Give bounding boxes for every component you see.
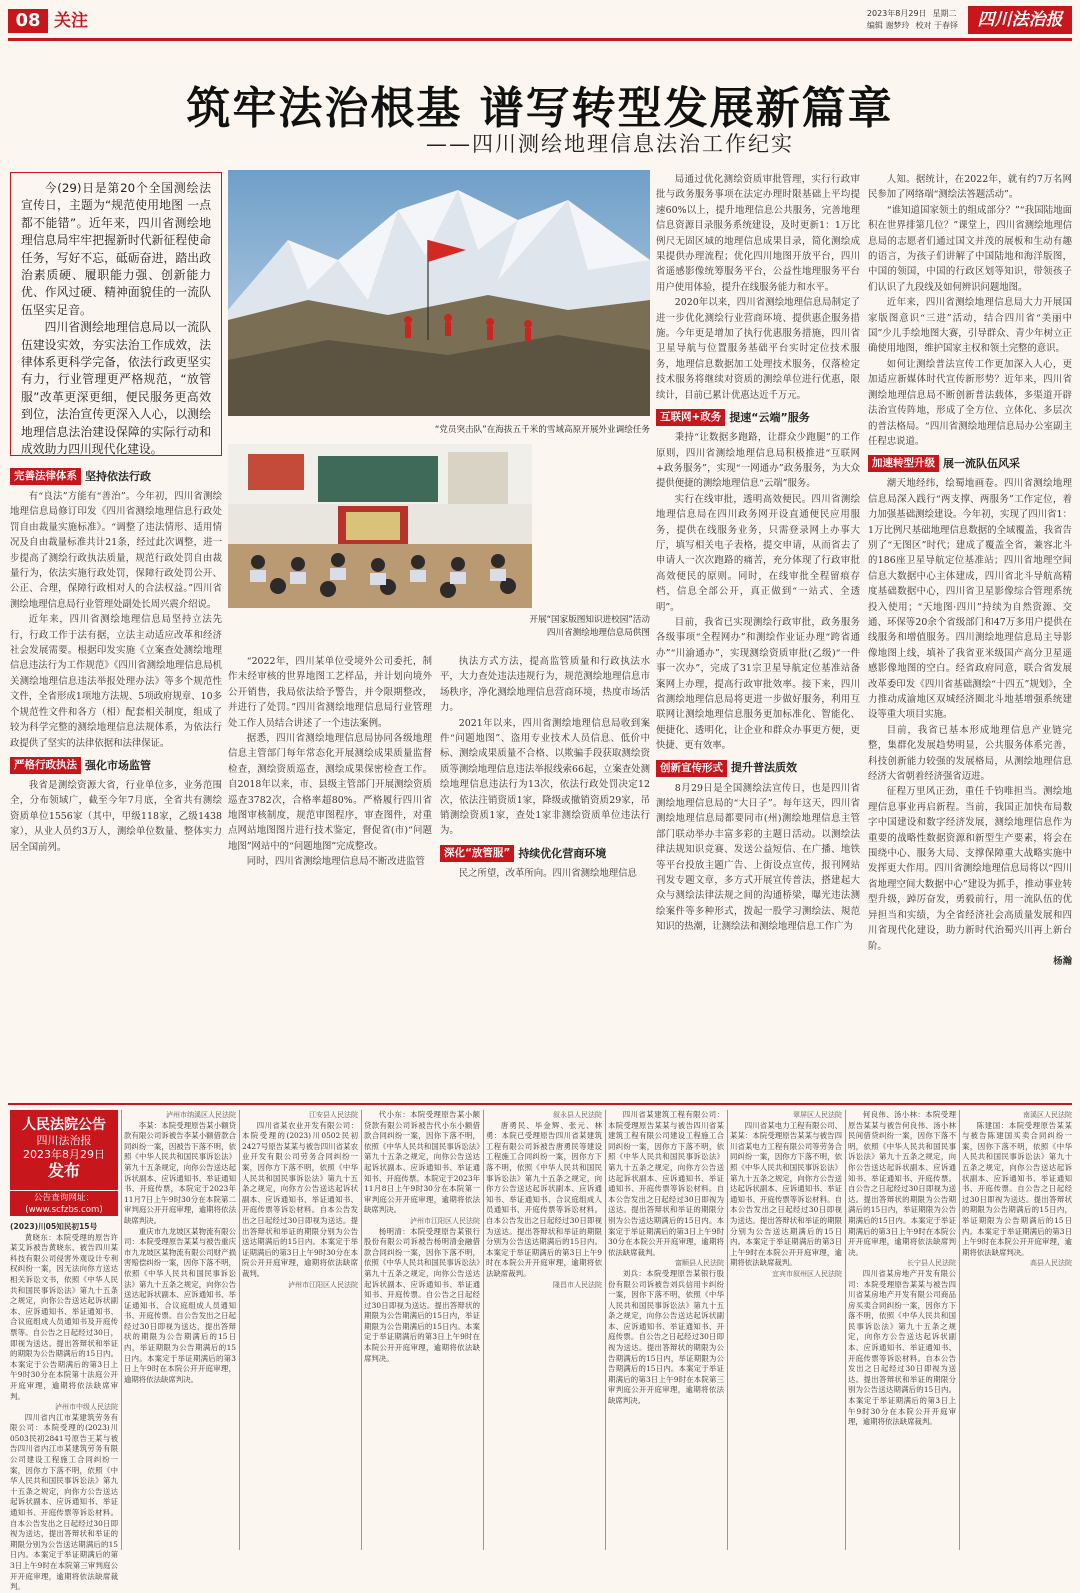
notice-court: 泸州市中级人民法院 <box>55 1403 118 1412</box>
paragraph: 2020年以来，四川省测绘地理信息局制定了进一步优化测绘行业营商环境、提供惠企服务措施。今年更是增加了执行优惠服务措施，四川省卫星导航与位置服务基础平台实时定位技术服务，地理信息数据加工处理技术服务，仅落检定技术服务将继续对资质的测绘单位进行优惠，限续计，目前已累计优惠达近千万元。 <box>656 297 860 401</box>
notice-paragraph: 陈建国：本院受理原告某某与被告陈建国买卖合同纠纷一案，因你下落不明，依照《中华人民共和国民事诉讼法》第九十五条之规定，向你公告送达起诉状副本、应诉通知书、举证通知书、开庭传票。自公告之日起经过30日即视为送达。提出答辩状的期限为公告期满后的15日内，举证期限为公告期满后的15日内。本案定于举证期满后的第3日上午9时在本院公开开庭审理，逾期将依法缺席判决。 <box>962 1120 1072 1257</box>
section-title: 坚持依法行政 <box>85 469 151 483</box>
notice-divider <box>8 1103 1072 1105</box>
notice-paragraph: 唐勇民、毕金辉、张元、林勇：本院已受理原告四川省某建筑工程有限公司诉被告唐勇民等建设工程施工合同纠纷一案，因你方下落不明，依照《中华人民共和国民事诉讼法》第九十五条之规定，向你方公告送达起诉状副本、应诉通知书、举证通知书、合议庭组成人员通知书、开庭传票等诉讼材料。自本公告发出之日起经过30日即视为送达。提出答辩状和举证的期限分别为公告送达期满后的15日内。本案定于举证期满后的第3日上午9时在本院公开开庭审理，逾期将依法缺席裁判。 <box>486 1120 602 1278</box>
notice-paragraph: 重庆市九龙坡区某物流有限公司：本院受理原告某某与被告重庆市九龙坡区某物流有限公司财产损害赔偿纠纷一案，因你下落不明，依照《中华人民共和国民事诉讼法》第九十五条之规定，向你公告送达起诉状副本、应诉通知书、举证通知书、合议庭组成人员通知书、开庭传票。自公告发出之日起经过30日即视为送达，提出答辩状的期限为公告期满后的15日内，举证期限为公告期满后的15日内。本案定于举证期满后的第3日上午9时在本院公开开庭审理，逾期将依法缺席判决。 <box>124 1226 236 1384</box>
paragraph: 近年来，四川省测绘地理信息局坚持立法先行，行政工作于法有据，立法主动适应改革和经济社会发展需要。根据印发实施《立案查处测绘地理信息违法行为工作规范》《四川省测绘地理信息局机关测绘地理信息违法举报处理办法》等多个规范性文件，全省形成1项地方法规、5项政府规章、10多个规范性文件和各方（相）配套相关制度，组成了较为科学完整的测绘地理信息法规体系，为依法行政提供了坚实的法律依据和法律保证。 <box>10 614 222 749</box>
masthead <box>0 0 1080 40</box>
notice-paragraph: 四川省内江市某建筑劳务有限公司：本院受理的(2023)川0503民初2841号原告王某与被告四川省内江市某建筑劳务有限公司建设工程施工合同纠纷一案，因你方下落不明，依照《中华人民共和国民事诉讼法》第九十五条之规定，向你方公告送达起诉状副本、应诉通知书、举证通知书、开庭传票等诉讼材料。自本公告发出之日起经过30日即视为送达，提出答辩状和举证的期限分别为公告送达期满后的15日内。本案定于举证期满后的第3日上午9时在本院第三审判庭公开开庭审理，逾期将依法缺席裁判。 <box>10 1412 118 1592</box>
header-info <box>867 8 964 32</box>
paragraph: 近年来，四川省测绘地理信息局大力开展国家版图意识“三进”活动，结合四川省“美丽中国”少儿手绘地图大赛，引导群众、青少年树立正确使用地图，维护国家主权和领土完整的意识。 <box>868 297 1072 355</box>
photo-caption-line: 开展“国家版图知识进校园”活动 <box>529 615 650 625</box>
notice-court: 长宁县人民法院 <box>907 1259 956 1268</box>
paragraph: 局通过优化测绘资质审批管理，实行行政审批与政务服务事项在法定办理时限基础上平均提速60%以上，提升地理信息公共服务，完善地理信息资源目录服务系统建设，及时更新1：1万比例尺无固区域的地理信息成果目录，简化测绘成果提供办理流程；优化四川地图开放平台，四川省遥感影像统筹服务平台，公益性地理服务平台用户使用体验，提升在线服务能力和水平。 <box>656 174 860 293</box>
paragraph: 有“良法”方能有“善治”。今年初，四川省测绘地理信息局修订印发《四川省测绘地理信息行政处罚自由裁量实施标准》。“调整了违法情形、适用情况及自由裁量标准共计21条，经过此次调整，进一步提高了测绘行政执法质量，规范行政处罚自由裁量行为，依法实施行政处罚，保障行政处罚公开、公正、合理，保障行政相对人的合法权益。”四川省测绘地理信息局行业管理处副处长周兴震介绍说。 <box>10 491 222 610</box>
paragraph: 人知。据统计，在2022年，就有约7万名网民参加了网络端“测绘法答题活动”。 <box>868 174 1072 201</box>
section-tag: 深化“放管服” <box>440 845 514 862</box>
notice-banner <box>10 1110 118 1190</box>
notice-publish: 发布 <box>47 1161 80 1180</box>
paragraph: 民之所望，改革所向。四川省测绘地理信息 <box>458 867 637 879</box>
notice-column <box>848 1110 956 1550</box>
notice-paragraph: 何良伟、汤小林：本院受理原告某某与被告何良伟、汤小林民间借贷纠纷一案，因你下落不明，依照《中华人民共和国民事诉讼法》第九十五条之规定，向你公告送达起诉状副本、应诉通知书、举证通知书、开庭传票。自公告之日起经过30日即视为送达。提出答辩状的期限为公告期满后的15日内，举证期限为公告期满后的15日内。本案定于举证期满后的第3日上午9时在本院公开开庭审理，逾期将依法缺席判决。 <box>848 1110 956 1257</box>
notice-column <box>10 1222 118 1592</box>
notice-court: 高县人民法院 <box>1030 1259 1072 1268</box>
paragraph: 8月29日是全国测绘法宣传日，也是四川省测绘地理信息局的“大日子”。每年这天，四川省测绘地理信息局都要同市(州)测绘地理信息主管部门联动举办丰富多彩的主题日活动。以测绘法律法规知识竞赛、发送公益短信、在广播、地铁等平台投放主题广告、上街设点宣传，报刊网站刊发专题文章，多方式开展宣传普法，搭建起大众与测绘法律法规之间的沟通桥梁，曝光违法测绘案件等多种形式，拨起一股学习测绘法、規范知识的热潮，让测绘法和测绘地理信息工作广为 <box>656 782 860 933</box>
notice-column-divider <box>361 1110 362 1550</box>
section-heading <box>10 468 222 485</box>
photo-caption <box>228 614 650 640</box>
notice-date: 2023年8月29日 <box>23 1148 105 1161</box>
notice-paragraph: 杨明清：本院受理原告某银行股份有限公司诉被告杨明清金融借款合同纠纷一案，因你下落不明，依照《中华人民共和国民事诉讼法》第九十五条之规定，向你公告送达起诉状副本、应诉通知书、举证通知书、开庭传票。自公告之日起经过30日即视为送达。提出答辩状的期限为公告期满后的15日内，举证期限为公告期满后的15日内。本案定于举证期满后的第3日上午9时在本院公开开庭审理，逾期将依法缺席判决。 <box>364 1226 480 1363</box>
notice-column <box>730 1110 842 1550</box>
section-title: 持续优化营商环境 <box>518 846 607 860</box>
notice-column-divider <box>121 1110 122 1550</box>
photo-classroom <box>228 444 532 608</box>
lead-paragraph: 今(29)日是第20个全国测绘法宣传日，主题为“规范使用地图 一点都不能错”。近年来，四川省测绘地理信息局牢牢把握新时代新征程使命任务，写好不忘，砥砺奋进，踏出政治素质硬、履职能力强、创新能力优、作风过硬、精神面貌佳的一流队伍坚实足音。 <box>21 181 211 317</box>
notice-paragraph: 四川省某电力工程有限公司、某某：本院受理原告某某与被告四川省某电力工程有限公司等劳务合同纠纷一案，因你方下落不明，依照《中华人民共和国民事诉讼法》第九十五条之规定，向你方公告送达起诉状副本、应诉通知书、举证通知书、开庭传票等诉讼材料。自本公告发出之日起经过30日即视为送达。提出答辩状和举证的期限分别为公告送达期满后的15日内。本案定于举证期满后的第3日上午9时在本院公开开庭审理，逾期将依法缺席裁判。 <box>730 1120 842 1268</box>
notice-court: 叙永县人民法院 <box>553 1111 602 1119</box>
notice-column <box>242 1110 358 1550</box>
header-rule <box>8 38 1072 41</box>
photo-snow-mountain <box>228 170 650 416</box>
paragraph: 潮天地经纬，绘蜀地画卷。四川省测绘地理信息局深入践行“两支撑、两服务”工作定位，着力加强基础测绘建设。今年初，实现了四川省1：1万比例尺基础地理信息数据的全域覆盖，我省告别了“无图区”时代；建成了覆盖全省，兼容北斗的186座卫星导航定位基准站；四川省地理空间信息大数据中心主体建成，四川省北斗导航高精度基础数据中心，四川省卫星影像综合管理系统投入使用；“天地图·四川”持续为自然资源、交通、环保等20余个省级部门和47万多用户提供在线服务和增值服务。四川测绘地理信息局主导影像地图上线，填补了我省亚米级国产高分卫星遥感影像地图的空白。经省政府同意，联合省发展改革委印发《四川省基础测绘“十四五”规划》，全力推动成渝地区双城经济圈北斗地基增强系统建设等重大项目实施。 <box>868 478 1072 721</box>
page-number: 08 <box>8 9 48 33</box>
article-column-5 <box>868 172 1072 1074</box>
notice-column-divider <box>605 1110 606 1550</box>
paragraph: 征程万里风正劲，重任千钧唯担当。测绘地理信息事业再启新程。当前，我国正加快布局数字中国建设和数字经济发展，测绘地理信息作为重要的战略性数据资源和新型生产要素，将会在围绕中心、服务大局、支撑保障重大战略实施中发挥更大作用。四川省测绘地理信息局将以“四川省地理空间大数据中心”建设为抓手，推动事业转型升级，踔厉奋发，勇毅前行，用一流队伍的优异担当和实绩，为全省经济社会高质量发展和四川省现代化建设，助力新时代治蜀兴川再上新台阶。 <box>868 786 1072 952</box>
article-column-2 <box>228 654 432 1074</box>
section-heading <box>10 757 222 774</box>
notice-case-number: (2023)川05知民初15号 <box>10 1222 98 1231</box>
section-tag: 加速转型升级 <box>868 455 939 472</box>
notice-paragraph: 四川省某建筑工程有限公司：本院受理原告某某与被告四川省某建筑工程有限公司建设工程施工合同纠纷一案，因你方下落不明，依照《中华人民共和国民事诉讼法》第九十五条之规定，向你方公告送达起诉状副本、应诉通知书、举证通知书、开庭传票等诉讼材料。自本公告发出之日起经过30日即视为送达。提出答辩状和举证的期限分别为公告送达期满后的15日内。本案定于举证期满后的第3日上午9时30分在本院公开开庭审理，逾期将依法缺席裁判。 <box>608 1110 724 1257</box>
notice-column-divider <box>483 1110 484 1550</box>
newspaper-logo: 四川法治报 <box>968 6 1072 34</box>
notice-court: 泸州市江阳区人民法院 <box>288 1280 358 1289</box>
section-tag: 严格行政执法 <box>10 757 81 774</box>
paragraph: 秉持“让数据多跑路，让群众少跑腿”的工作原则，四川省测绘地理信息局积极推进“互联网+政务服务”，实现“一网通办”政务服务，为大众提供便捷的测绘地理信息“云端”服务。 <box>656 432 860 490</box>
article-column-3 <box>440 654 650 1074</box>
notice-paragraph: 代小东：本院受理原告某小额贷款有限公司诉被告代小东小额借款合同纠纷一案，因你下落不明，依照《中华人民共和国民事诉讼法》第九十五条之规定，向你公告送达起诉状副本、应诉通知书、举证通知书、开庭传票。本院定于2023年11月8日上午9时30分在本院第一审判庭公开开庭审理，逾期将依法缺席判决。 <box>364 1110 480 1215</box>
notice-court: 南溪区人民法院 <box>1023 1111 1072 1119</box>
notice-column <box>364 1110 480 1550</box>
section-heading <box>656 760 860 777</box>
article-column-4 <box>656 172 860 1074</box>
notice-court: 隆昌市人民法院 <box>553 1280 602 1289</box>
issue-weekday: 星期二 <box>932 9 957 18</box>
issue-date: 2023年8月29日 <box>866 9 927 18</box>
paragraph: 实行在线审批，透明高效便民。四川省测绘地理信息局在四川政务网开设直通便民应用服务，提供在线服务业务，只需登录网上办事大厅，填写相关电子表格，提交申请，从而省去了申请人一次次跑路的痛苦，充分体现了行政审批高效便民的原则。同时，在线审批全程留痕存档，信息全部公开，真正做到“一站式、全透明”。 <box>656 493 860 613</box>
lead-box <box>10 172 222 456</box>
paragraph: 据悉，四川省测绘地理信息局协同各级地理信息主管部门每年常态化开展测绘成果质量监督检查，测绘资质巡查，测绘成果保密检查工作。自2018年以来，市、县级主管部门开展测绘资质巡查3782次，合格率超80%。严格履行四川省地图审核制度，规范审图程序，审查图件，对重点网站地图图片进行技术鉴定，督促省(市)“问题地图”网站中的“问题地图”完成整改。 <box>228 733 432 852</box>
notice-site <box>10 1190 118 1216</box>
notice-site-url[interactable]: (www.scfzbs.com) <box>25 1205 103 1215</box>
snow-mountain-image <box>228 170 650 416</box>
article-author: 杨瀚 <box>1053 955 1072 967</box>
article-column-1 <box>10 462 222 1074</box>
section-heading <box>868 455 1072 472</box>
paragraph: “谁知道国家领土的组成部分？”“我国陆地面积在世界排第几位？”课堂上，四川省测绘地理信息局的志愿者们通过国文并茂的展板和生动有趣的语言，为孩子们讲解了中国陆地和海洋版图，中国的领国，中国的行政区划等知识，带领孩子们认识了九段线及如何辨识问题地图。 <box>868 204 1072 293</box>
notice-court: 富顺县人民法院 <box>675 1259 724 1268</box>
paragraph: 如何让测绘普法宣传工作更加深入人心，更加适应新媒体时代宣传新形势？近年来，四川省测绘地理信息局不断创新普法载体，多渠道开辟法治宣传阵地，形成了全方位、立体化、多层次的普法格局。“四川省测绘地理信息局办公室副主任程忠说道。 <box>868 358 1072 447</box>
paragraph: “2022年，四川某单位受境外公司委托，制作未经审核的世界地图工艺样品，并计划向境外公开销售，我局依法给予警告，并令限期整改，并进行了处罚。”四川省测绘地理信息局行业管理处工作人员结合讲述了一个违法案例。 <box>228 656 432 729</box>
paragraph: 我省是测绘资源大省，行业单位多，业务范围全，分布领域广，截至今年7月底，全省共有测绘资质单位1556家（其中，甲级118家，乙级1438家），从业人员约3万人，测绘单位数量、整体实力居全国前列。 <box>10 779 222 853</box>
notice-court: 泸州市纳溪区人民法院 <box>166 1111 236 1119</box>
notice-column <box>124 1110 236 1550</box>
section-heading <box>656 409 860 426</box>
paragraph: 同时，四川省测绘地理信息局不断改进监管 <box>246 856 425 868</box>
notice-column-divider <box>727 1110 728 1550</box>
section-tag: 完善法律体系 <box>10 468 81 485</box>
headline: 筑牢法治根基 谱写转型发展新篇章 <box>186 83 894 134</box>
paragraph: 2021年以来，四川省测绘地理信息局收到案件“问题地图”、盗用专业技术人员信息、低价中标、测绘成果质量不合格、以欺骗手段获取测绘资质等测绘地理信息违法举报线索66起，立案查处测绘地理信息违法行为13次，依法行政处罚决定12次，依法注销资质1家，降级或撤销资质29家，吊销测绘资质1家，查处1家非测绘资质单位违法行为。 <box>440 717 650 837</box>
notice-paper: 四川法治报 <box>36 1134 92 1147</box>
notice-column <box>608 1110 724 1550</box>
paragraph: 目前，我省已基本形成地理信息产业链完整，集群化发展趋势明显，公共服务体系完善，科技创新能力较强的发展格局，从测绘地理信息经济大省朝着经济强省迈进。 <box>868 724 1072 783</box>
classroom-image <box>228 444 532 608</box>
photo-credit: 四川省测绘地理信息局供图 <box>546 628 650 638</box>
notice-court: 泸州市江阳区人民法院 <box>410 1216 480 1225</box>
notice-column <box>486 1110 602 1550</box>
section-tag: 创新宣传形式 <box>656 760 727 777</box>
subheadline: ——四川测绘地理信息法治工作纪实 <box>426 132 794 156</box>
lead-paragraph: 四川省测绘地理信息局以一流队伍建设实效，夯实法治工作成效，法律体系更科学完备，依法行政更坚实有力，行业管理更严格规范，“放管服”改革更深更细，便民服务更高效到位，法治宣传更深入人心，以测绘地理信息法治建设保障的实际行动和成效助力四川现代化建设。 <box>21 320 211 457</box>
notice-paragraph: 四川省某农业开发有限公司：本院受理的(2023)川0502民初2427号原告某某与被告四川省某农业开发有限公司劳务合同纠纷一案，因你方下落不明，依照《中华人民共和国民事诉讼法》第九十五条之规定，向你方公告送达起诉状副本、应诉通知书、举证通知书、开庭传票等诉讼材料。自本公告发出之日起经过30日即视为送达。提出答辩状和举证的期限分别为公告送达期满后的15日内。本案定于举证期满后的第3日上午9时30分在本院公开开庭审理，逾期将依法缺席裁判。 <box>242 1120 358 1278</box>
paragraph: 执法方式方法，提高监管质量和行政执法水平，大力查处违法违规行为，规范测绘地理信息市场秩序，净化测绘地理信息营商环境，热度市场活力。 <box>440 656 650 714</box>
notice-column-divider <box>239 1110 240 1550</box>
notice-paragraph: 李某：本院受理原告某小额贷款有限公司诉被告李某小额借款合同纠纷一案，因被告下落不明，依照《中华人民共和国民事诉讼法》第九十五条规定，向你公告送达起诉状副本、应诉通知书、举证通知书、开庭传票，本院定于2023年11月7日上午9时30分在本院第二审判庭公开开庭审理，逾期将依法缺席判决。 <box>124 1120 236 1225</box>
proofreader: 校对 于春铎 <box>915 21 958 30</box>
section-title: 提升普法质效 <box>731 761 797 775</box>
notice-court: 江安县人民法院 <box>309 1111 358 1119</box>
notice-title: 人民法院公告 <box>22 1117 106 1133</box>
notice-paragraph: 黄晓东：本院受理的原告许某艾诉被告黄晓东、被告四川某科技有限公司侵害外观设计专利权纠纷一案，因无法向你方送达相关诉讼文书，依照《中华人民共和国民事诉讼法》第九十五条之规定，向你公告送达起诉状副本、应诉通知书、举证通知书、合议庭组成人员通知书及开庭传票等。自公告之日起经过30日，即视为送达。提出答辩状和举证的期限为公告期满后的15日内。本案定于公告期满后的第3日上午9时30分在本院第十法庭公开开庭审理，逾期将依法缺席审判。 <box>10 1232 118 1401</box>
paragraph: 目前，我省已实现测绘行政审批，政务服务各级事项“全程网办”和测绘作业证办理“跨省通办”“川渝通办”，实现测绘资质审批(乙级)“一件事一次办”，完成了31宗卫星导航定位基准站备案网上办理，提高行政审批效率。接下来，四川省测绘地理信息局将更进一步做好服务，利用互联网让测绘地理信息服务更加标准化、智能化、便捷化、透明化，让企业和群众办事更方便，更快捷、更有效率。 <box>656 616 860 752</box>
section-heading <box>440 845 650 862</box>
editor: 编辑 谢梦玲 <box>866 21 910 30</box>
section-name: 关注 <box>54 11 88 31</box>
notice-column-divider <box>845 1110 846 1550</box>
section-title: 提速“云端”服务 <box>729 410 810 424</box>
notice-court: 翠屏区人民法院 <box>793 1111 842 1119</box>
notice-site-label: 公告查询网址： <box>33 1193 95 1203</box>
section-title: 强化市场监管 <box>85 758 151 772</box>
section-title: 展一流队伍风采 <box>943 457 1020 471</box>
notice-paragraph: 四川省某房地产开发有限公司：本院受理原告某某与被告四川省某房地产开发有限公司商品房买卖合同纠纷一案，因你方下落不明，依照《中华人民共和国民事诉讼法》第九十五条之规定，向你方公告送达起诉状副本、应诉通知书、举证通知书、开庭传票等诉讼材料。自本公告发出之日起经过30日即视为送达。提出答辩状和举证的期限分别为公告送达期满后的15日内。本案定于举证期满后的第3日上午9时30分在本院公开开庭审理，逾期将依法缺席裁判。 <box>848 1268 956 1427</box>
notice-column-divider <box>959 1110 960 1550</box>
notice-paragraph: 刘兵：本院受理原告某银行股份有限公司诉被告刘兵信用卡纠纷一案，因你下落不明，依照《中华人民共和国民事诉讼法》第九十五条之规定，向你公告送达起诉状副本、应诉通知书、举证通知书、开庭传票。自公告之日起经过30日即视为送达。提出答辩状的期限为公告期满后的15日内，举证期限为公告期满后的15日内。本案定于举证期满后的第3日上午9时在本院第三审判庭公开开庭审理，逾期将依法缺席判决。 <box>608 1268 724 1406</box>
photo-caption: “党员突击队”在海拔五千米的雪域高原开展外业调绘任务 <box>434 425 650 435</box>
notice-column <box>962 1110 1072 1550</box>
notice-court: 宜宾市叙州区人民法院 <box>772 1269 842 1278</box>
section-tag: 互联网+政务 <box>656 409 725 426</box>
